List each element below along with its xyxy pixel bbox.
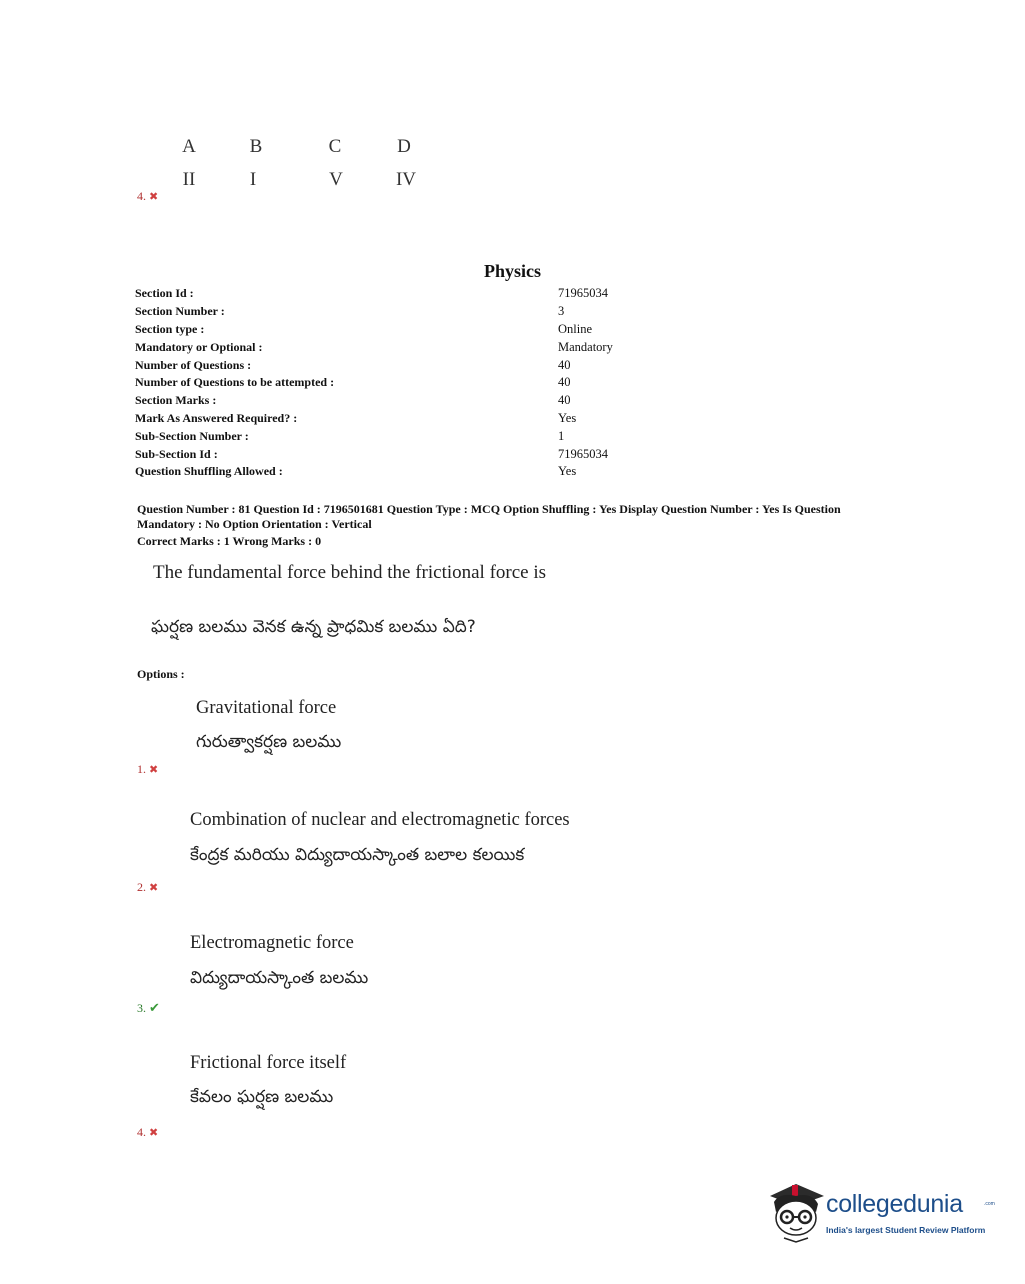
prev-option-number [137, 189, 158, 204]
correct-check-icon: ✔ [149, 1000, 160, 1015]
mandatory-value: Mandatory [558, 340, 613, 354]
num-attempt-value: 40 [558, 375, 571, 389]
section-id-value: 71965034 [558, 286, 608, 300]
option-4-telugu: కేవలం ఘర్షణ బలము [190, 1087, 334, 1107]
match-value-d: IV [395, 169, 417, 190]
section-type-label: Section type : [135, 322, 205, 336]
question-meta [137, 502, 907, 532]
option-1-english: Gravitational force [196, 698, 337, 718]
mandatory-label: Mandatory or Optional : [135, 340, 263, 354]
option-3-number [137, 1000, 160, 1016]
section-title: Physics [483, 261, 541, 281]
question-text-telugu: ఘర్షణ బలము వెనక ఉన్న ప్రాధమిక బలము ఏది? [151, 617, 476, 637]
question-text-english: The fundamental force behind the frictional force is [153, 562, 547, 583]
option-2-telugu: కేంద్రక మరియు విద్యుదాయస్కాంత బలాల కలయిక [190, 845, 525, 865]
section-marks-value: 40 [558, 393, 571, 407]
num-questions-label: Number of Questions : [135, 358, 252, 372]
mark-answered-label: Mark As Answered Required? : [135, 411, 298, 425]
section-type-value: Online [558, 322, 593, 336]
shuffling-label: Question Shuffling Allowed : [135, 464, 283, 478]
logo-tagline: India's largest Student Review Platform [826, 1225, 986, 1235]
match-header-a: A [182, 136, 196, 157]
num-attempt-label: Number of Questions to be attempted : [135, 375, 335, 389]
subsection-id-label: Sub-Section Id : [135, 447, 218, 461]
shuffling-value: Yes [558, 464, 577, 478]
match-value-c: V [329, 169, 343, 190]
match-value-b: I [249, 169, 257, 190]
match-value-a: II [182, 169, 196, 190]
section-id-label: Section Id : [135, 286, 194, 300]
question-meta-line2: Mandatory : No Option Orientation : Vertical [137, 517, 372, 531]
option-2-english: Combination of nuclear and electromagnetic forces [190, 810, 570, 830]
option-1-telugu: గురుత్వాకర్షణ బలము [196, 732, 342, 752]
wrong-icon: ✖ [149, 882, 159, 894]
option-3-english: Electromagnetic force [190, 933, 354, 953]
wrong-icon: ✖ [149, 764, 159, 776]
match-header-d: D [397, 136, 411, 157]
num-questions-value: 40 [558, 358, 571, 372]
subsection-number-value: 1 [558, 429, 565, 443]
option-2-number [137, 880, 158, 895]
option-4-number [137, 1125, 158, 1140]
subsection-id-value: 71965034 [558, 447, 608, 461]
option-1-number [137, 762, 158, 777]
wrong-icon: ✖ [149, 1127, 159, 1139]
option-4-english: Frictional force itself [190, 1053, 347, 1073]
option-4-number-label: 4. [137, 1125, 146, 1139]
mark-answered-value: Yes [558, 411, 577, 425]
logo-suffix: .com [984, 1201, 995, 1207]
option-3-number-label: 3. [137, 1001, 146, 1015]
wrong-icon: ✖ [149, 191, 159, 203]
subsection-number-label: Sub-Section Number : [135, 429, 249, 443]
logo-wordmark: collegedunia [826, 1190, 963, 1218]
section-number-value: 3 [558, 304, 565, 318]
options-label: Options : [137, 667, 185, 681]
section-marks-label: Section Marks : [135, 393, 217, 407]
mascot-icon [766, 1176, 828, 1246]
option-3-telugu: విద్యుదాయస్కాంత బలము [190, 968, 369, 988]
section-number-label: Section Number : [135, 304, 225, 318]
question-meta-line1: Question Number : 81 Question Id : 7196501681 Question Type : MCQ Option Shuffling : Yes Display Question Number : Yes Is Question [137, 502, 841, 516]
option-1-number-label: 1. [137, 762, 146, 776]
prev-option-number-label: 4. [137, 189, 146, 203]
match-header-b: B [249, 136, 263, 157]
match-header-c: C [328, 136, 342, 157]
question-marks: Correct Marks : 1 Wrong Marks : 0 [137, 534, 322, 548]
option-2-number-label: 2. [137, 880, 146, 894]
